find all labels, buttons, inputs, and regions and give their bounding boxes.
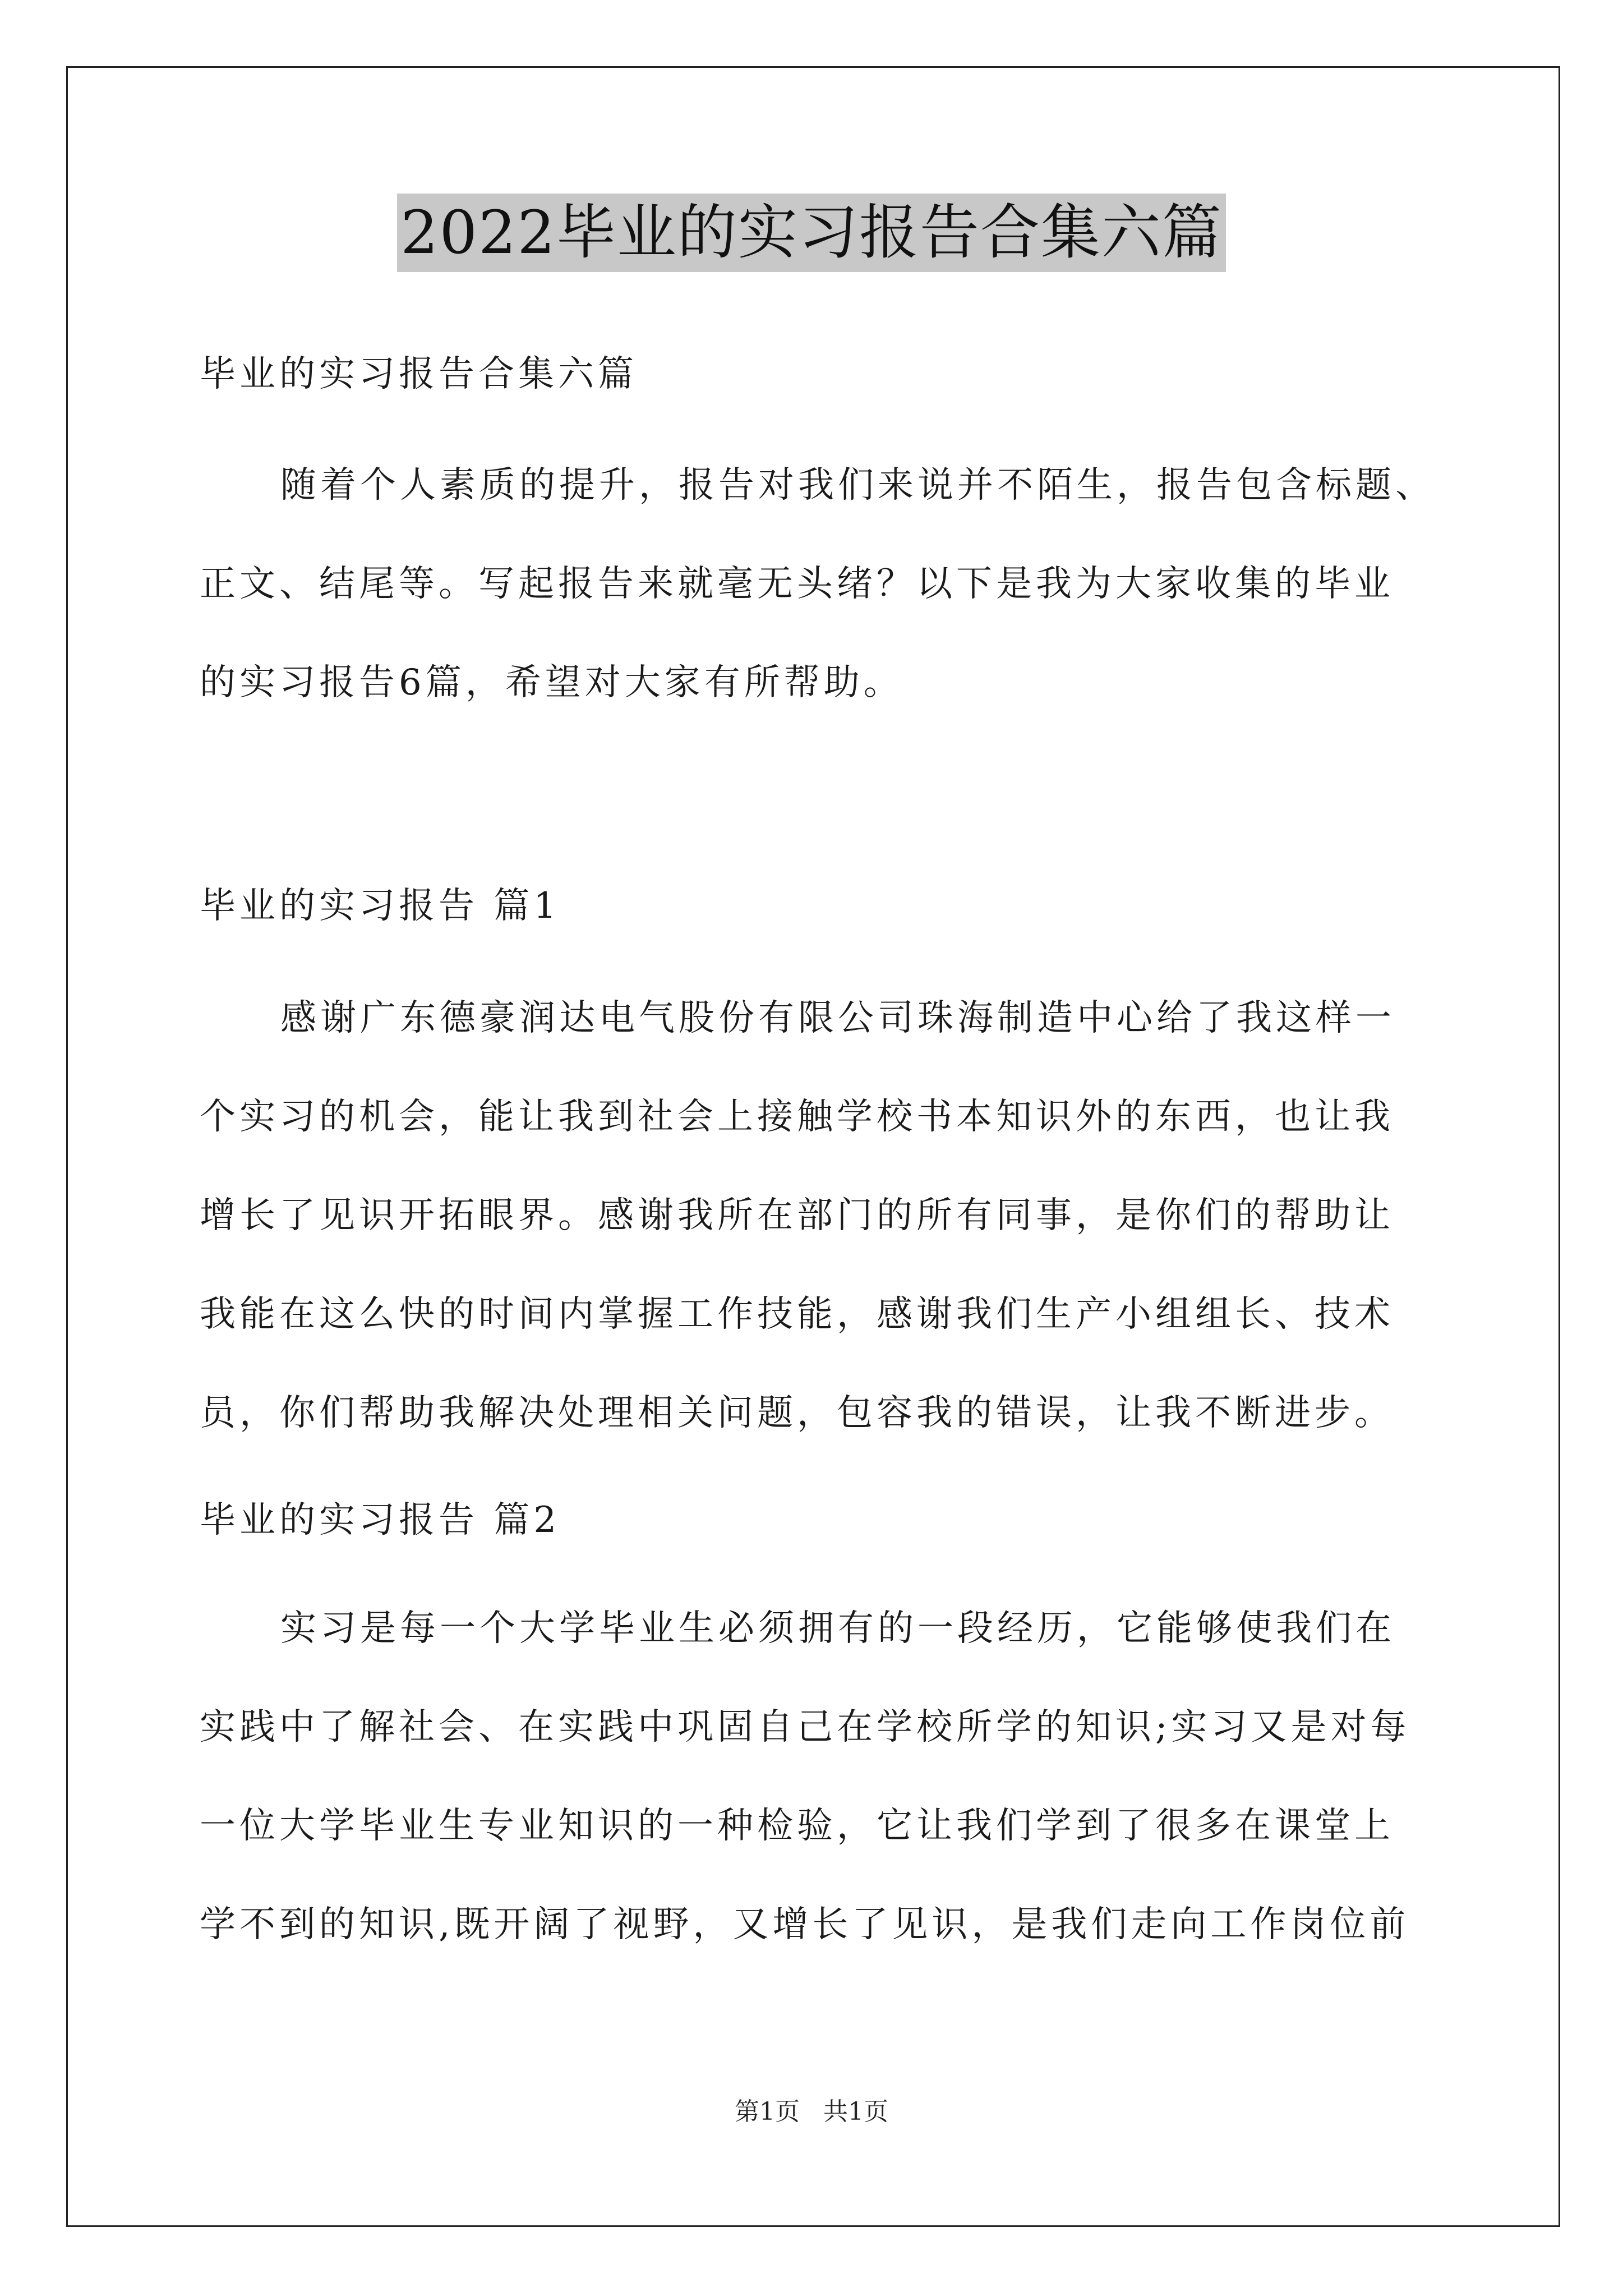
section1-line-3: 增长了见识开拓眼界。感谢我所在部门的所有同事，是你们的帮助让 <box>200 1195 1394 1236</box>
intro-line-1: 随着个人素质的提升，报告对我们来说并不陌生，报告包含标题、 <box>280 464 1435 506</box>
section1-heading: 毕业的实习报告 篇1 <box>200 885 561 927</box>
section2-line-4: 学不到的知识,既开阔了视野，又增长了见识，是我们走向工作岗位前 <box>200 1904 1410 1945</box>
section2-line-3: 一位大学毕业生专业知识的一种检验，它让我们学到了很多在课堂上 <box>200 1805 1394 1847</box>
document-subtitle: 毕业的实习报告合集六篇 <box>200 353 638 395</box>
section1-line-4: 我能在这么快的时间内掌握工作技能，感谢我们生产小组组长、技术 <box>200 1294 1394 1335</box>
intro-line-2: 正文、结尾等。写起报告来就毫无头绪？以下是我为大家收集的毕业 <box>200 563 1394 605</box>
section2-heading: 毕业的实习报告 篇2 <box>200 1499 561 1541</box>
section2-line-1: 实习是每一个大学毕业生必须拥有的一段经历，它能够使我们在 <box>280 1608 1395 1649</box>
intro-line-3: 的实习报告6篇，希望对大家有所帮助。 <box>200 662 903 703</box>
section1-line-2: 个实习的机会，能让我到社会上接触学校书本知识外的东西，也让我 <box>200 1096 1394 1138</box>
section1-line-5: 员，你们帮助我解决处理相关问题，包容我的错误，让我不断进步。 <box>200 1392 1394 1434</box>
section2-line-2: 实践中了解社会、在实践中巩固自己在学校所学的知识;实习又是对每 <box>200 1706 1410 1748</box>
section1-line-1: 感谢广东德豪润达电气股份有限公司珠海制造中心给了我这样一 <box>280 997 1395 1039</box>
document-title: 2022毕业的实习报告合集六篇 <box>397 194 1226 272</box>
title-container <box>0 194 1623 272</box>
page-footer: 第1页 共1页 <box>735 2097 888 2126</box>
